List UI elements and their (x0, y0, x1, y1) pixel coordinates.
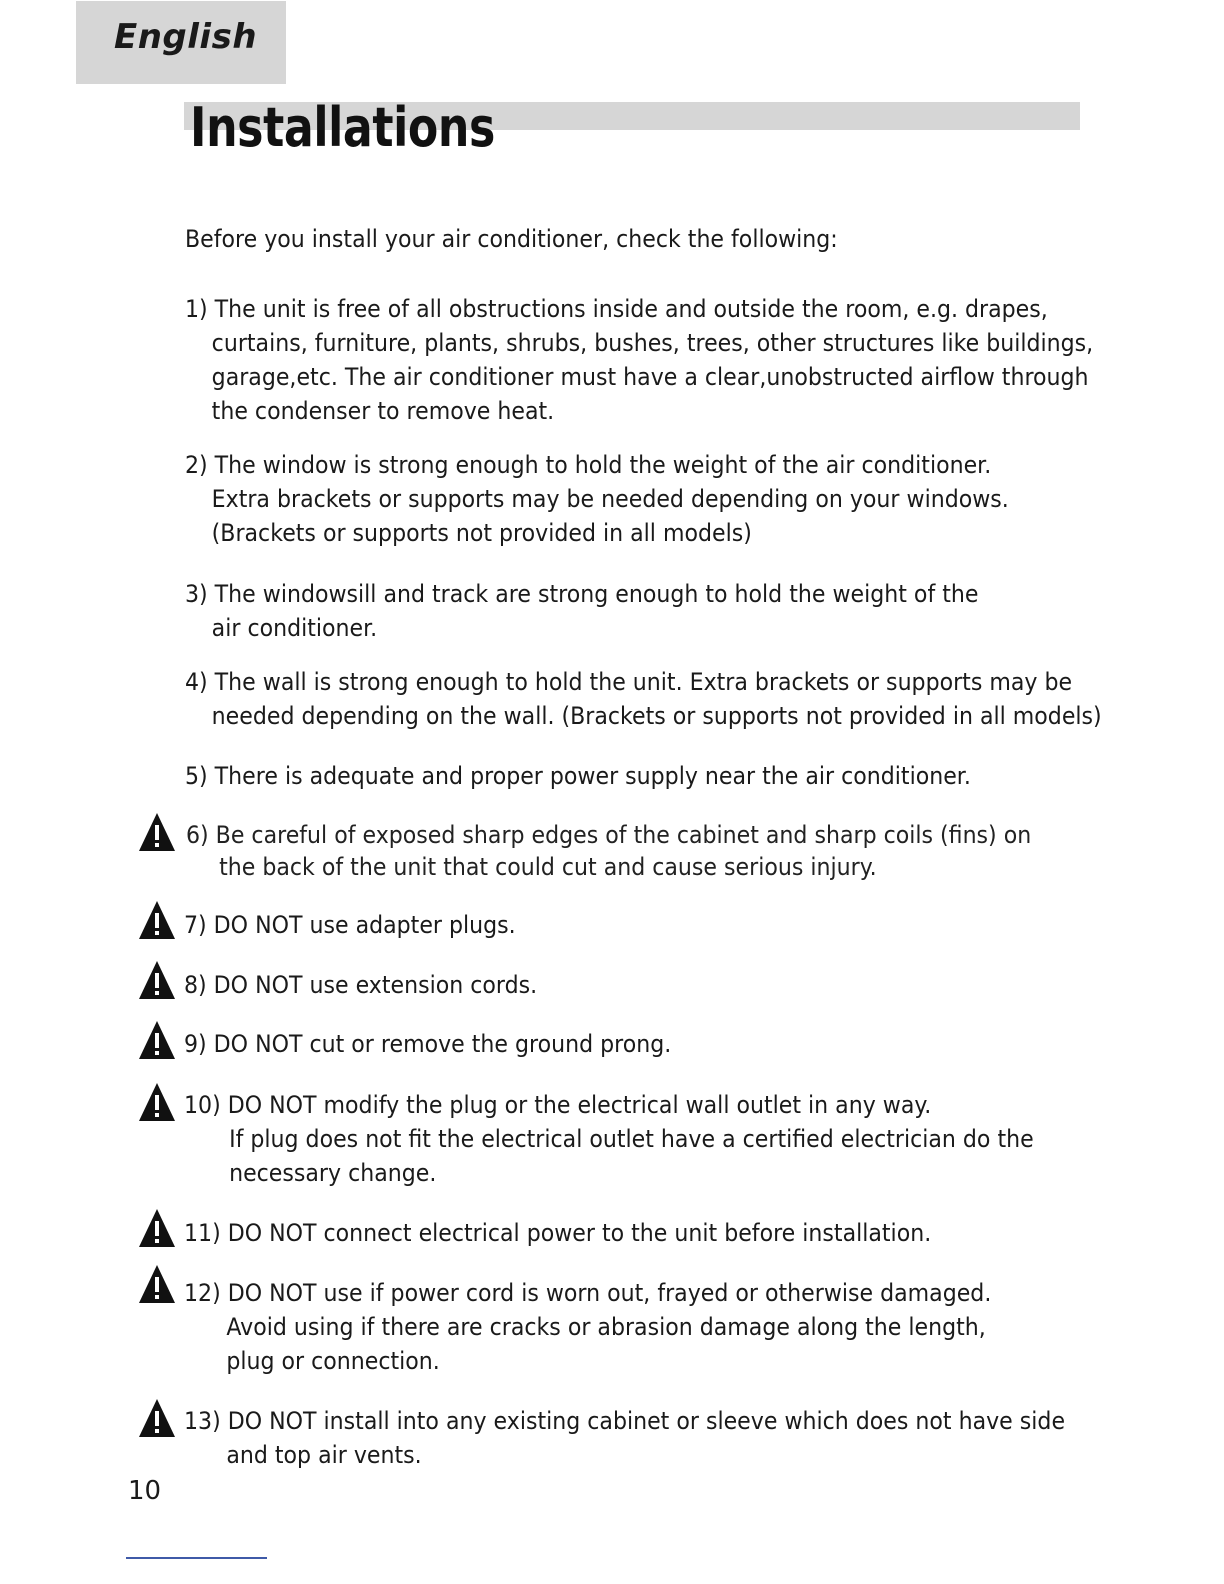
item-line: the condenser to remove heat. (211, 397, 555, 425)
item-line: the back of the unit that could cut and cause serious injury. (219, 853, 877, 881)
list-item-8 (184, 968, 537, 1002)
page-title: Installations (190, 96, 495, 159)
list-item-7 (184, 908, 516, 942)
warning-triangle-icon (138, 812, 176, 852)
item-line: and top air vents. (226, 1441, 422, 1469)
item-line: 12) DO NOT use if power cord is worn out, frayed or otherwise damaged. (184, 1279, 992, 1307)
list-item-11 (184, 1216, 931, 1250)
warning-triangle-icon (138, 900, 176, 940)
warning-triangle-icon (138, 1208, 176, 1248)
list-item-5 (185, 759, 971, 793)
list-item-6 (186, 819, 1031, 883)
item-line: necessary change. (229, 1159, 437, 1187)
list-item-3 (185, 577, 978, 645)
list-item-12 (184, 1276, 991, 1378)
intro-text: Before you install your air conditioner, check the following: (185, 225, 838, 253)
warning-triangle-icon (138, 960, 176, 1000)
item-line: 13) DO NOT install into any existing cabinet or sleeve which does not have side (184, 1407, 1066, 1435)
item-line: 4) The wall is strong enough to hold the unit. Extra brackets or supports may be (185, 668, 1073, 696)
list-item-10 (184, 1088, 1034, 1190)
item-line: curtains, furniture, plants, shrubs, bushes, trees, other structures like buildings, (211, 329, 1094, 357)
list-item-4 (185, 665, 1102, 733)
item-line: air conditioner. (211, 614, 378, 642)
warning-triangle-icon (138, 1020, 176, 1060)
item-line: 9) DO NOT cut or remove the ground prong. (184, 1030, 672, 1058)
warning-triangle-icon (138, 1082, 176, 1122)
warning-triangle-icon (138, 1398, 176, 1438)
item-line: 10) DO NOT modify the plug or the electrical wall outlet in any way. (184, 1091, 932, 1119)
item-line: Extra brackets or supports may be needed depending on your windows. (211, 485, 1009, 513)
list-item-13 (184, 1404, 1065, 1472)
warning-triangle-icon (138, 1264, 176, 1304)
list-item-9 (184, 1027, 671, 1061)
item-line: needed depending on the wall. (Brackets or supports not provided in all models) (211, 702, 1102, 730)
language-label: English (114, 17, 258, 57)
item-line: 5) There is adequate and proper power supply near the air conditioner. (185, 762, 971, 790)
item-line: 1) The unit is free of all obstructions inside and outside the room, e.g. drapes, (185, 295, 1048, 323)
item-line: plug or connection. (226, 1347, 440, 1375)
page-number: 10 (128, 1476, 162, 1506)
item-line: 7) DO NOT use adapter plugs. (184, 911, 516, 939)
item-line: 2) The window is strong enough to hold the weight of the air conditioner. (185, 451, 992, 479)
list-item-2 (185, 448, 1009, 550)
item-line: 11) DO NOT connect electrical power to the unit before installation. (184, 1219, 932, 1247)
item-line: 6) Be careful of exposed sharp edges of the cabinet and sharp coils (fins) on (186, 821, 1032, 849)
language-tab (76, 1, 286, 84)
item-line: (Brackets or supports not provided in all models) (211, 519, 752, 547)
item-line: If plug does not fit the electrical outlet have a certified electrician do the (229, 1125, 1034, 1153)
item-line: 3) The windowsill and track are strong enough to hold the weight of the (185, 580, 979, 608)
footer-rule (126, 1557, 267, 1559)
item-line: Avoid using if there are cracks or abrasion damage along the length, (226, 1313, 986, 1341)
item-line: garage,etc. The air conditioner must have a clear,unobstructed airflow through (211, 363, 1089, 391)
item-line: 8) DO NOT use extension cords. (184, 971, 538, 999)
list-item-1 (185, 292, 1093, 428)
